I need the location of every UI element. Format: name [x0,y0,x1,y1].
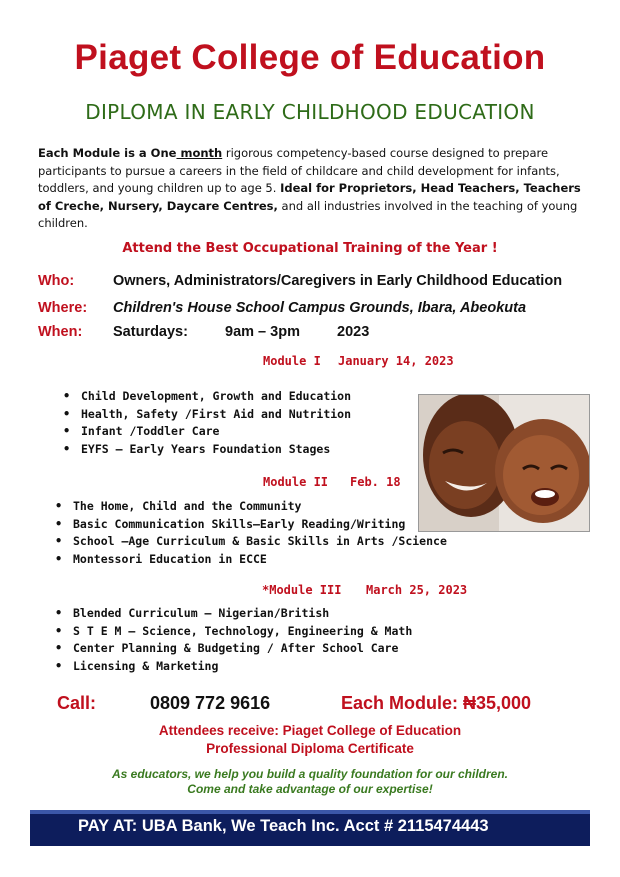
bullet-icon: • [55,499,63,513]
bullet-icon: • [55,606,63,620]
list-item [55,640,412,658]
intro-paragraph [38,145,590,233]
module-1-date: January 14, 2023 [338,354,454,368]
bullet-icon: • [63,441,71,456]
payment-bar-stripe [30,810,590,814]
list-item-text: Center Planning & Budgeting / After School Care [73,641,399,655]
list-item-text: The Home, Child and the Community [73,499,302,513]
list-item [63,441,351,459]
bullet-icon: • [63,389,71,403]
list-item-text: Montessori Education in ECCE [73,551,267,566]
intro-lead: Each Module is a One [38,146,177,160]
list-item [63,423,351,441]
bullet-icon: • [55,641,63,655]
list-item-text: Health, Safety /First Aid and Nutrition [81,406,352,421]
attendees-line-1: Attendees receive: Piaget College of Education [158,723,462,738]
list-item [55,533,447,551]
payment-details: PAY AT: UBA Bank, We Teach Inc. Acct # 2115474443 [78,817,489,835]
bullet-icon: • [55,534,63,548]
payment-bar [30,810,590,846]
educators-line-1: As educators, we help you build a quality foundation for our children. [111,767,509,781]
intro-body: rigorous competency-based course designed to prepare participants to pursue a careers in the field of childcare and child development for infants, toddlers, and young children up to age 5. [38,146,560,195]
list-item-text: Child Development, Growth and Education [81,389,352,403]
who-value: Owners, Administrators/Caregivers in Early Childhood Education [113,273,563,289]
module-2-name: Module II [263,475,329,489]
page-title: Piaget College of Education [74,38,546,77]
list-item [55,498,447,516]
when-label: When: [38,324,83,340]
bullet-icon: • [63,424,71,438]
where-label: Where: [38,300,88,316]
list-item-text: Infant /Toddler Care [81,424,220,438]
intro-month: month [176,146,223,160]
when-day: Saturdays: [113,324,188,340]
list-item [55,658,412,676]
module-1-name: Module I [263,354,321,368]
bullet-icon: • [55,658,63,673]
module-3-date: March 25, 2023 [366,583,468,597]
module-2-list [55,498,447,568]
where-value: Children's House School Campus Grounds, Ibara, Abeokuta [113,300,527,316]
module-1-list [63,388,351,458]
when-time: 9am – 3pm [225,324,300,340]
module-price: Each Module: ₦35,000 [341,693,532,713]
tagline: Attend the Best Occupational Training of the Year ! [122,241,498,256]
list-item [55,623,412,641]
list-item [55,551,447,569]
list-item-text: Basic Communication Skills—Early Reading/Writing [73,516,406,531]
module-3-name: *Module III [262,583,342,597]
bullet-icon: • [55,516,63,531]
attendees-line-2: Professional Diploma Certificate [206,741,414,756]
list-item [55,605,412,623]
list-item-text: School –Age Curriculum & Basic Skills in Arts /Science [73,534,447,548]
list-item [55,516,447,534]
intro-audience: Ideal for Proprietors, Head Teachers, Teachers of Creche, Nursery, Daycare Centres, [38,181,581,213]
page-subtitle: DIPLOMA IN EARLY CHILDHOOD EDUCATION [85,100,535,124]
call-label: Call: [57,693,97,713]
module-3-list [55,605,412,675]
list-item [63,406,351,424]
list-item [63,388,351,406]
intro-tail: and all industries involved in the teaching of young children. [38,198,578,230]
when-year: 2023 [337,324,370,340]
module-2-date: Feb. 18 [350,475,401,489]
who-label: Who: [38,273,75,289]
list-item-text: S T E M – Science, Technology, Engineering & Math [73,623,413,638]
bullet-icon: • [55,551,63,566]
educators-line-2: Come and take advantage of our expertise! [187,782,433,796]
list-item-text: Licensing & Marketing [73,658,219,673]
phone-number[interactable]: 0809 772 9616 [150,693,271,713]
list-item-text: EYFS – Early Years Foundation Stages [81,441,331,456]
bullet-icon: • [63,406,71,421]
bullet-icon: • [55,623,63,638]
list-item-text: Blended Curriculum – Nigerian/British [73,606,330,620]
